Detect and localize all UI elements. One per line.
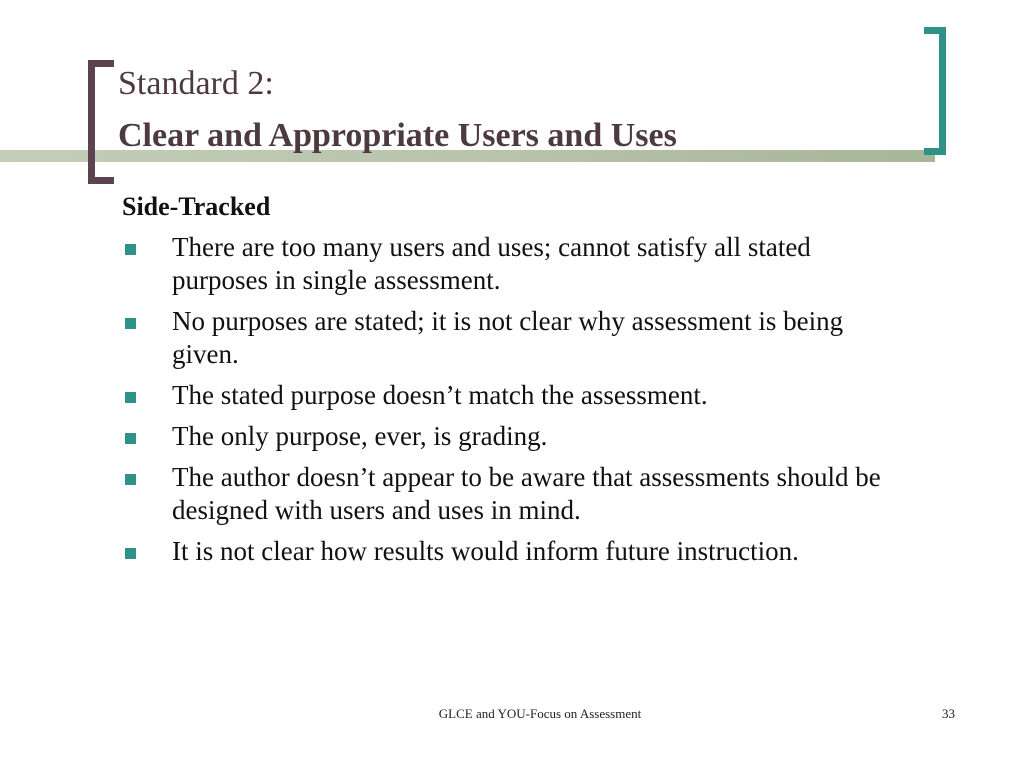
bullet-item	[122, 420, 882, 453]
title-line-1: Standard 2:	[118, 65, 274, 102]
right-bracket-decoration	[924, 27, 946, 155]
square-bullet-icon	[125, 392, 136, 403]
bullet-item	[122, 535, 882, 568]
subheading: Side-Tracked	[122, 192, 271, 221]
square-bullet-icon	[125, 474, 136, 485]
bullet-item	[122, 379, 882, 412]
bullet-text: No purposes are stated; it is not clear why assessment is being given.	[172, 306, 844, 369]
left-bracket-decoration	[88, 60, 114, 184]
bullet-text: There are too many users and uses; cannot satisfy all stated purposes in single assessment.	[172, 232, 811, 295]
bullet-text: The only purpose, ever, is grading.	[172, 421, 548, 451]
bullet-text: The author doesn’t appear to be aware that assessments should be designed with users and uses in mind.	[172, 462, 881, 525]
square-bullet-icon	[125, 244, 136, 255]
bullet-item	[122, 231, 882, 297]
title-line-2: Clear and Appropriate Users and Uses	[118, 117, 677, 154]
bullet-item	[122, 305, 882, 371]
bullet-item	[122, 461, 882, 527]
bullet-list	[122, 231, 882, 576]
bullet-text: The stated purpose doesn’t match the assessment.	[172, 380, 708, 410]
square-bullet-icon	[125, 548, 136, 559]
footer-text: GLCE and YOU-Focus on Assessment	[438, 706, 642, 721]
page-number: 33	[942, 706, 955, 721]
square-bullet-icon	[125, 318, 136, 329]
square-bullet-icon	[125, 433, 136, 444]
bullet-text: It is not clear how results would inform future instruction.	[172, 536, 799, 566]
slide-title	[118, 62, 918, 158]
